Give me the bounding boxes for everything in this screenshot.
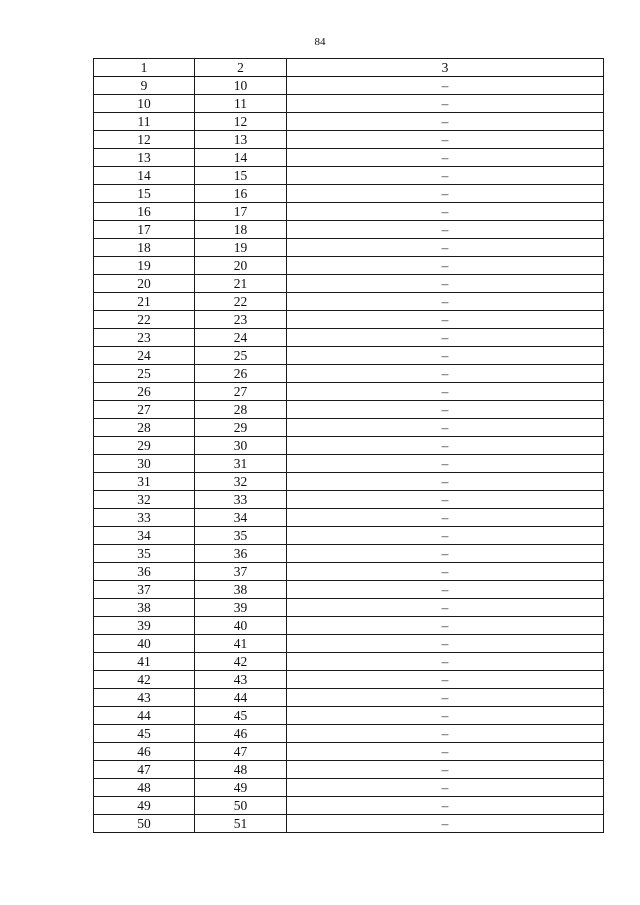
table-cell-col-3: – [287, 563, 604, 581]
table-cell-col-2: 13 [195, 131, 287, 149]
table-row [94, 527, 604, 545]
table-cell-col-3: – [287, 527, 604, 545]
table-cell-col-1: 23 [94, 329, 195, 347]
table-row [94, 671, 604, 689]
table-cell-col-3: – [287, 491, 604, 509]
table-cell-col-3: – [287, 635, 604, 653]
table-cell-col-2: 11 [195, 95, 287, 113]
table-row [94, 275, 604, 293]
table-row [94, 419, 604, 437]
table-cell-col-2: 31 [195, 455, 287, 473]
table-cell-col-1: 33 [94, 509, 195, 527]
table-row [94, 437, 604, 455]
table-row [94, 311, 604, 329]
table-cell-col-1: 40 [94, 635, 195, 653]
table-cell-col-1: 24 [94, 347, 195, 365]
table-cell-col-3: – [287, 383, 604, 401]
table-row [94, 725, 604, 743]
table-cell-col-3: – [287, 599, 604, 617]
table-cell-col-1: 41 [94, 653, 195, 671]
table-cell-col-1: 21 [94, 293, 195, 311]
table-row [94, 293, 604, 311]
table-cell-col-2: 41 [195, 635, 287, 653]
table-cell-col-1: 37 [94, 581, 195, 599]
table-cell-col-2: 45 [195, 707, 287, 725]
table-cell-col-3: – [287, 437, 604, 455]
table-cell-col-3: – [287, 419, 604, 437]
table-cell-col-2: 25 [195, 347, 287, 365]
table-cell-col-2: 12 [195, 113, 287, 131]
table-cell-col-3: – [287, 617, 604, 635]
table-cell-col-3: – [287, 707, 604, 725]
table-cell-col-3: – [287, 671, 604, 689]
table-cell-col-3: – [287, 725, 604, 743]
table-cell-col-3: – [287, 311, 604, 329]
table-cell-col-1: 18 [94, 239, 195, 257]
table-cell-col-2: 38 [195, 581, 287, 599]
table-cell-col-3: – [287, 257, 604, 275]
table-cell-col-1: 48 [94, 779, 195, 797]
table-cell-col-1: 11 [94, 113, 195, 131]
table-cell-col-2: 35 [195, 527, 287, 545]
table-body [94, 77, 604, 833]
table-cell-col-1: 34 [94, 527, 195, 545]
table-row [94, 545, 604, 563]
table-cell-col-2: 47 [195, 743, 287, 761]
table-cell-col-2: 36 [195, 545, 287, 563]
table-cell-col-3: – [287, 473, 604, 491]
table-row [94, 239, 604, 257]
table-cell-col-2: 24 [195, 329, 287, 347]
table-cell-col-2: 43 [195, 671, 287, 689]
data-table [93, 58, 604, 833]
table-cell-col-3: – [287, 347, 604, 365]
table-row [94, 77, 604, 95]
table-cell-col-2: 21 [195, 275, 287, 293]
table-cell-col-2: 29 [195, 419, 287, 437]
table-cell-col-2: 16 [195, 185, 287, 203]
table-row [94, 401, 604, 419]
table-cell-col-1: 17 [94, 221, 195, 239]
table-row [94, 167, 604, 185]
table-row [94, 563, 604, 581]
table-cell-col-3: – [287, 779, 604, 797]
table-cell-col-1: 47 [94, 761, 195, 779]
table-cell-col-3: – [287, 275, 604, 293]
table-row [94, 329, 604, 347]
table-cell-col-1: 39 [94, 617, 195, 635]
table-cell-col-3: – [287, 239, 604, 257]
table-cell-col-1: 38 [94, 599, 195, 617]
table-cell-col-3: – [287, 95, 604, 113]
table-cell-col-3: – [287, 545, 604, 563]
table-row [94, 113, 604, 131]
table-row [94, 131, 604, 149]
table-cell-col-3: – [287, 401, 604, 419]
table-cell-col-3: – [287, 131, 604, 149]
page-number: 84 [314, 36, 326, 48]
table-cell-col-1: 31 [94, 473, 195, 491]
table-cell-col-1: 35 [94, 545, 195, 563]
table-row [94, 581, 604, 599]
table-cell-col-3: – [287, 167, 604, 185]
table-row [94, 95, 604, 113]
table-row [94, 257, 604, 275]
table-cell-col-3: – [287, 581, 604, 599]
table-row [94, 743, 604, 761]
table-cell-col-1: 36 [94, 563, 195, 581]
table-cell-col-2: 23 [195, 311, 287, 329]
table-cell-col-2: 49 [195, 779, 287, 797]
table-row [94, 347, 604, 365]
table-cell-col-2: 32 [195, 473, 287, 491]
table-cell-col-1: 25 [94, 365, 195, 383]
table-row [94, 491, 604, 509]
table-row [94, 473, 604, 491]
table-row [94, 185, 604, 203]
table-cell-col-2: 15 [195, 167, 287, 185]
column-header-3: 3 [287, 59, 604, 77]
table-cell-col-2: 20 [195, 257, 287, 275]
table-cell-col-1: 16 [94, 203, 195, 221]
table-cell-col-3: – [287, 797, 604, 815]
table-row [94, 689, 604, 707]
table-cell-col-1: 46 [94, 743, 195, 761]
table-cell-col-1: 10 [94, 95, 195, 113]
table-cell-col-1: 26 [94, 383, 195, 401]
table-cell-col-2: 18 [195, 221, 287, 239]
table-cell-col-3: – [287, 365, 604, 383]
table-row [94, 779, 604, 797]
table-cell-col-2: 30 [195, 437, 287, 455]
table-cell-col-2: 14 [195, 149, 287, 167]
table-cell-col-3: – [287, 77, 604, 95]
table-row [94, 221, 604, 239]
table-cell-col-1: 9 [94, 77, 195, 95]
table-cell-col-2: 10 [195, 77, 287, 95]
table-cell-col-3: – [287, 743, 604, 761]
table-cell-col-3: – [287, 653, 604, 671]
table-row [94, 761, 604, 779]
table-cell-col-2: 51 [195, 815, 287, 833]
table-cell-col-1: 45 [94, 725, 195, 743]
table-cell-col-2: 28 [195, 401, 287, 419]
table-cell-col-2: 26 [195, 365, 287, 383]
table-cell-col-3: – [287, 761, 604, 779]
table-cell-col-1: 29 [94, 437, 195, 455]
table-cell-col-1: 49 [94, 797, 195, 815]
table-cell-col-1: 12 [94, 131, 195, 149]
column-header-1: 1 [94, 59, 195, 77]
table-row [94, 635, 604, 653]
table-cell-col-2: 34 [195, 509, 287, 527]
table-cell-col-3: – [287, 113, 604, 131]
table-cell-col-1: 22 [94, 311, 195, 329]
table-cell-col-1: 27 [94, 401, 195, 419]
table-cell-col-3: – [287, 203, 604, 221]
table-cell-col-1: 50 [94, 815, 195, 833]
table-cell-col-1: 19 [94, 257, 195, 275]
table-cell-col-3: – [287, 221, 604, 239]
table-cell-col-1: 15 [94, 185, 195, 203]
table-cell-col-2: 22 [195, 293, 287, 311]
table-row [94, 797, 604, 815]
table-cell-col-1: 14 [94, 167, 195, 185]
column-header-2: 2 [195, 59, 287, 77]
table-cell-col-1: 32 [94, 491, 195, 509]
table-row [94, 815, 604, 833]
table-cell-col-3: – [287, 329, 604, 347]
table-row [94, 509, 604, 527]
table-row [94, 653, 604, 671]
table-cell-col-1: 28 [94, 419, 195, 437]
table-row [94, 383, 604, 401]
table-cell-col-3: – [287, 689, 604, 707]
table-cell-col-2: 17 [195, 203, 287, 221]
table-cell-col-2: 19 [195, 239, 287, 257]
table-cell-col-3: – [287, 185, 604, 203]
table-row [94, 455, 604, 473]
table-cell-col-2: 50 [195, 797, 287, 815]
table-cell-col-2: 27 [195, 383, 287, 401]
table-cell-col-2: 48 [195, 761, 287, 779]
table-cell-col-2: 46 [195, 725, 287, 743]
table-cell-col-3: – [287, 293, 604, 311]
table-cell-col-1: 43 [94, 689, 195, 707]
table-row [94, 203, 604, 221]
table-row [94, 707, 604, 725]
table-cell-col-1: 20 [94, 275, 195, 293]
table-cell-col-3: – [287, 149, 604, 167]
table-row [94, 149, 604, 167]
table-cell-col-2: 39 [195, 599, 287, 617]
table-cell-col-2: 40 [195, 617, 287, 635]
table-row [94, 599, 604, 617]
table-cell-col-2: 33 [195, 491, 287, 509]
table-cell-col-1: 30 [94, 455, 195, 473]
table-cell-col-1: 44 [94, 707, 195, 725]
table-cell-col-3: – [287, 455, 604, 473]
table-row [94, 617, 604, 635]
table-cell-col-3: – [287, 509, 604, 527]
table-cell-col-2: 42 [195, 653, 287, 671]
table-row [94, 365, 604, 383]
table-cell-col-2: 37 [195, 563, 287, 581]
table-cell-col-3: – [287, 815, 604, 833]
table-cell-col-1: 13 [94, 149, 195, 167]
table-header-row [94, 59, 604, 77]
table-cell-col-1: 42 [94, 671, 195, 689]
table-cell-col-2: 44 [195, 689, 287, 707]
